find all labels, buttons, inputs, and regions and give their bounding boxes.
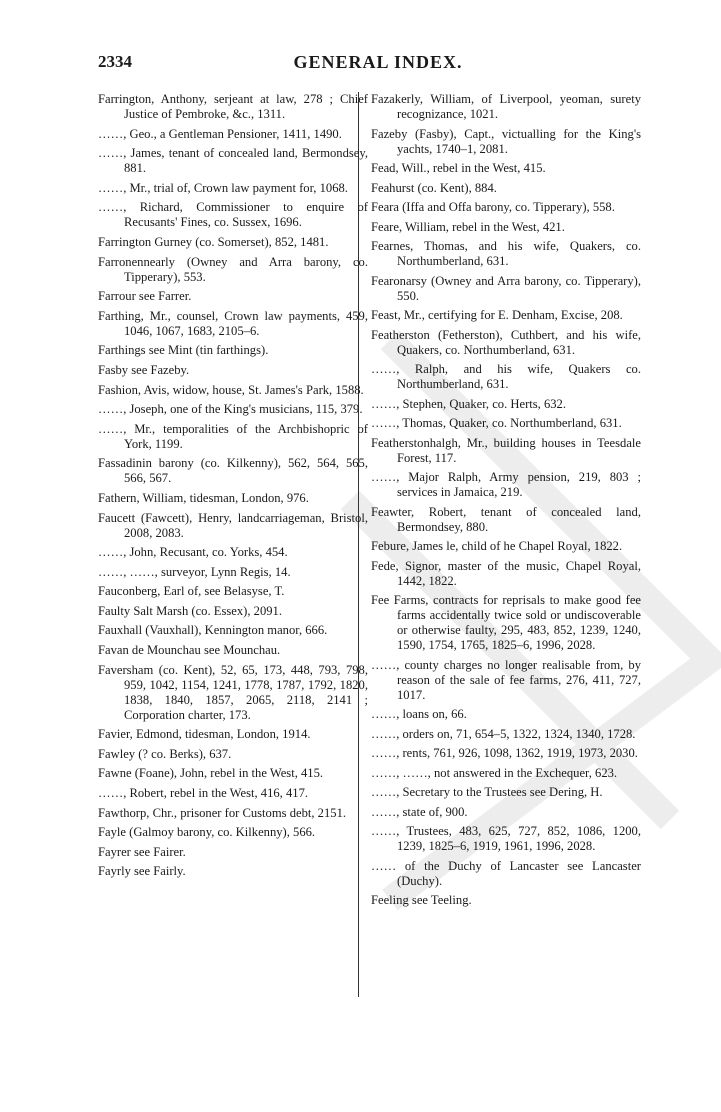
- index-entry: ……, ……, surveyor, Lynn Regis, 14.: [98, 564, 291, 579]
- index-entry: Faversham (co. Kent), 52, 65, 173, 448, 793, 798, 959, 1042, 1154, 1241, 1778, 1787, 1792, 1820, 1838, 1840, 1857, 2065, 2118, 2141 ; Corporation charter, 173.: [98, 662, 368, 722]
- index-entry: ……, Mr., temporalities of the Archbishopric of York, 1199.: [98, 421, 368, 451]
- index-entry: ……, Trustees, 483, 625, 727, 852, 1086, 1200, 1239, 1825–6, 1919, 1961, 1996, 2028.: [371, 824, 641, 853]
- index-entry: ……, rents, 761, 926, 1098, 1362, 1919, 1973, 2030.: [371, 746, 638, 760]
- index-entry: ……, Stephen, Quaker, co. Herts, 632.: [371, 396, 567, 411]
- index-entry: Feawter, Robert, tenant of concealed land, Bermondsey, 880.: [371, 504, 641, 534]
- index-entry: ……, ……, not answered in the Exchequer, 623.: [371, 765, 618, 780]
- index-entry: ……, Thomas, Quaker, co. Northumberland, 631.: [371, 416, 622, 430]
- index-entry: ……, Secretary to the Trustees see Dering, H.: [371, 785, 603, 799]
- index-entry: Faucett (Fawcett), Henry, landcarriageman, Bristol, 2008, 2083.: [98, 510, 368, 540]
- index-entry: Fearonarsy (Owney and Arra barony, co. Tipperary), 550.: [371, 273, 641, 303]
- index-entry: Farrington, Anthony, serjeant at law, 278 ; Chief Justice of Pembroke, &c., 1311.: [98, 92, 368, 121]
- index-entry: Fayrer see Fairer.: [98, 844, 186, 859]
- index-entry: Fearnes, Thomas, and his wife, Quakers, co. Northumberland, 631.: [371, 239, 641, 268]
- index-entry: Febure, James le, child of he Chapel Royal, 1822.: [371, 539, 623, 553]
- index-entry: Fede, Signor, master of the music, Chapel Royal, 1442, 1822.: [371, 558, 641, 588]
- index-entry: Featherston (Fetherston), Cuthbert, and his wife, Quakers, co. Northumberland, 631.: [371, 327, 641, 357]
- index-entry: ……, Joseph, one of the King's musicians, 115, 379.: [98, 402, 363, 417]
- index-entry: Featherstonhalgh, Mr., building houses in Teesdale Forest, 117.: [371, 435, 641, 465]
- index-entry: Fathern, William, tidesman, London, 976.: [98, 490, 309, 505]
- index-entry: ……, Geo., a Gentleman Pensioner, 1411, 1490.: [98, 126, 342, 141]
- index-entry: ……, Ralph, and his wife, Quakers co. Northumberland, 631.: [371, 362, 641, 391]
- index-entry: Fayle (Galmoy barony, co. Kilkenny), 566.: [98, 825, 316, 840]
- index-entry: Farthings see Mint (tin farthings).: [98, 343, 269, 358]
- index-entry: ……, John, Recusant, co. Yorks, 454.: [98, 545, 288, 560]
- index-entry: ……, loans on, 66.: [371, 707, 467, 721]
- index-column-left: [98, 92, 368, 884]
- index-entry: Fawthorp, Chr., prisoner for Customs debt, 2151.: [98, 805, 347, 820]
- index-entry: Fazakerly, William, of Liverpool, yeoman, surety recognizance, 1021.: [371, 92, 641, 121]
- index-entry: Fassadinin barony (co. Kilkenny), 562, 564, 565, 566, 567.: [98, 456, 368, 486]
- index-entry: ……, county charges no longer realisable from, by reason of the sale of fee farms, 276, 411, 727, 1017.: [371, 657, 641, 702]
- index-entry: …… of the Duchy of Lancaster see Lancaster (Duchy).: [371, 858, 641, 888]
- index-entry: Farrour see Farrer.: [98, 289, 192, 304]
- index-entry: ……, state of, 900.: [371, 804, 468, 819]
- index-entry: Fashion, Avis, widow, house, St. James's Park, 1588.: [98, 382, 364, 397]
- index-entry: Farthing, Mr., counsel, Crown law payments, 459, 1046, 1067, 1683, 2105–6.: [98, 308, 368, 338]
- index-entry: ……, James, tenant of concealed land, Bermondsey, 881.: [98, 146, 368, 176]
- index-entry: Fauxhall (Vauxhall), Kennington manor, 666.: [98, 623, 328, 638]
- index-entry: ……, Major Ralph, Army pension, 219, 803 ; services in Jamaica, 219.: [371, 470, 641, 499]
- index-entry: Fawley (? co. Berks), 637.: [98, 746, 232, 761]
- index-entry: Faulty Salt Marsh (co. Essex), 2091.: [98, 603, 282, 618]
- index-entry: Fazeby (Fasby), Capt., victualling for the King's yachts, 1740–1, 2081.: [371, 126, 641, 156]
- index-entry: Feahurst (co. Kent), 884.: [371, 180, 497, 195]
- index-entry: ……, Mr., trial of, Crown law payment for, 1068.: [98, 180, 348, 195]
- index-entry: Farronennearly (Owney and Arra barony, co. Tipperary), 553.: [98, 254, 368, 284]
- page-number: 2334: [98, 52, 132, 71]
- index-entry: ……, Richard, Commissioner to enquire of Recusants' Fines, co. Sussex, 1696.: [98, 200, 368, 230]
- index-entry: ……, orders on, 71, 654–5, 1322, 1324, 1340, 1728.: [371, 726, 636, 741]
- index-entry: Feara (Iffa and Offa barony, co. Tipperary), 558.: [371, 200, 615, 214]
- index-entry: Fasby see Fazeby.: [98, 362, 190, 377]
- index-entry: Fayrly see Fairly.: [98, 864, 186, 879]
- index-entry: Feeling see Teeling.: [371, 893, 472, 907]
- index-entry: Fee Farms, contracts for reprisals to make good fee farms accidentally twice sold or undiscoverable or otherwise faulty, 295, 483, 852, 1239, 1240, 1590, 1754, 1765, 1825–6, 1996, 2028.: [371, 593, 641, 652]
- index-entry: Feast, Mr., certifying for E. Denham, Excise, 208.: [371, 308, 623, 322]
- index-entry: Fauconberg, Earl of, see Belasyse, T.: [98, 584, 285, 599]
- index-entry: ……, Robert, rebel in the West, 416, 417.: [98, 786, 309, 801]
- index-entry: Farrington Gurney (co. Somerset), 852, 1481.: [98, 234, 329, 249]
- index-entry: Fead, Will., rebel in the West, 415.: [371, 161, 546, 175]
- index-entry: Fawne (Foane), John, rebel in the West, 415.: [98, 766, 324, 781]
- index-entry: Favier, Edmond, tidesman, London, 1914.: [98, 727, 311, 742]
- index-entry: Feare, William, rebel in the West, 421.: [371, 219, 565, 234]
- index-column-right: [371, 92, 641, 913]
- running-title: GENERAL INDEX.: [293, 52, 463, 72]
- page-header: [98, 52, 658, 80]
- index-entry: Favan de Mounchau see Mounchau.: [98, 643, 281, 658]
